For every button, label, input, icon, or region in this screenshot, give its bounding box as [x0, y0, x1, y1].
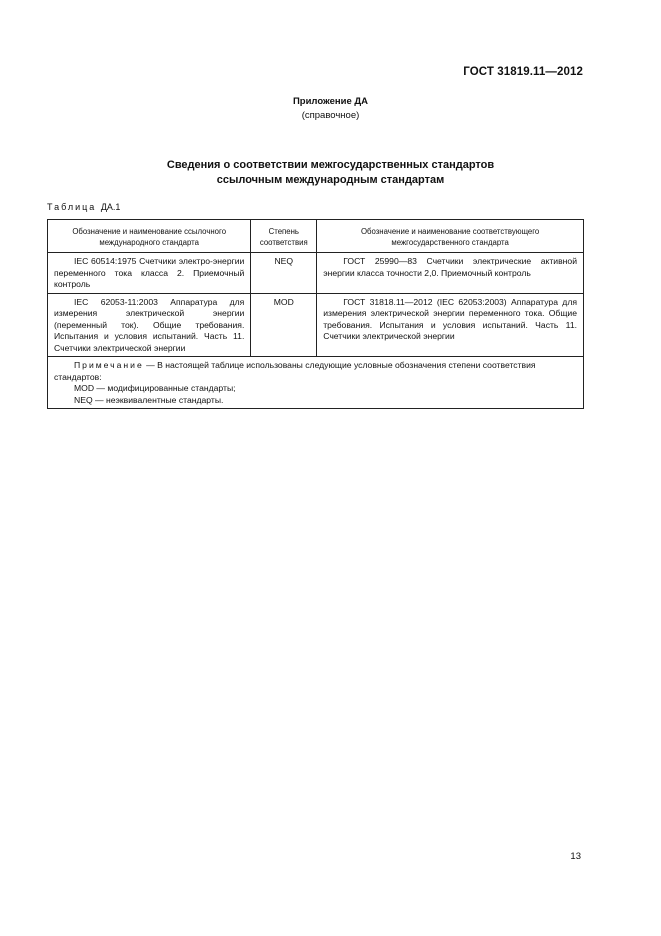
table-row	[48, 293, 584, 357]
note-label: Примечание	[74, 360, 144, 370]
cell-interstate-standard: ГОСТ 31818.11—2012 (IEC 62053:2003) Аппаратура для измерения электрической энергии переменного тока. Общие требования. Испытания и условия испытаний. Часть 11. Счетчики электрической энергии	[317, 293, 584, 357]
note-intro	[54, 360, 577, 383]
table-note-row	[48, 357, 584, 409]
document-identifier: ГОСТ 31819.11—2012	[463, 66, 583, 78]
page-number: 13	[570, 851, 581, 862]
cell-international-standard: IEC 62053-11:2003 Аппаратура для измерения электрической энергии (переменный ток). Общие требования. Испытания и условия испытаний. Часть 11. Счетчики электрической энергии	[48, 293, 251, 357]
cell-interstate-standard: ГОСТ 25990—83 Счетчики электрические активной энергии класса точности 2,0. Приемочный контроль	[317, 253, 584, 294]
annex-title: Приложение ДА	[292, 96, 369, 107]
annex-subtitle: (справочное)	[301, 110, 360, 121]
standards-correspondence-table	[47, 219, 584, 409]
table-row	[48, 253, 584, 294]
header-interstate-standard: Обозначение и наименование соответствующего межгосударственного стандарта	[317, 220, 584, 253]
section-heading-line-1: Сведения о соответствии межгосударственных стандартов	[166, 159, 495, 171]
note-mod-definition: MOD — модифицированные стандарты;	[74, 383, 236, 393]
header-degree-of-correspondence: Степень соответствия	[251, 220, 317, 253]
cell-degree: MOD	[251, 293, 317, 357]
cell-degree: NEQ	[251, 253, 317, 294]
table-caption	[47, 202, 120, 212]
note-neq-definition: NEQ — неэквивалентные стандарты.	[74, 394, 224, 405]
table-caption-word: Таблица	[47, 202, 97, 212]
table-header-row	[48, 220, 584, 253]
cell-international-standard: IEC 60514:1975 Счетчики электро-энергии переменного тока класса 2. Приемочный контроль	[48, 253, 251, 294]
table-note	[48, 357, 584, 409]
table-caption-number: ДА.1	[100, 202, 121, 212]
section-heading-line-2: ссылочным международным стандартам	[216, 174, 445, 186]
note-text: — В настоящей таблице использованы следующие условные обозначения степени соответствия стандартов:	[54, 360, 536, 382]
header-international-standard: Обозначение и наименование ссылочного международного стандарта	[48, 220, 251, 253]
